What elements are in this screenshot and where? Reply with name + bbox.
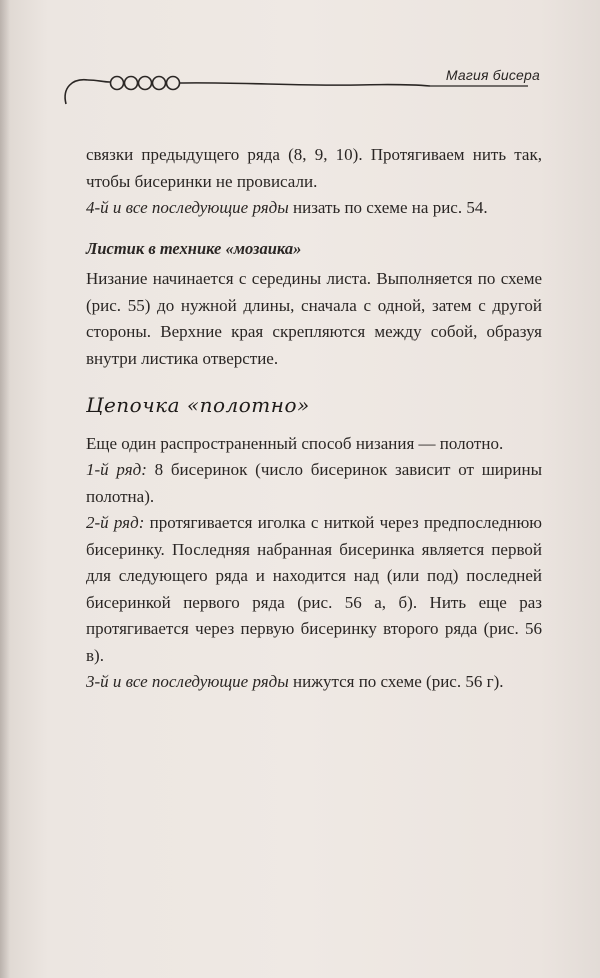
- page-edge-shadow: [0, 0, 10, 978]
- paragraph-continuation: [86, 142, 542, 195]
- paragraph-row-1: [86, 457, 542, 510]
- paragraph-text: протягивается иголка с ниткой через предпоследнюю бисеринку. Последняя набранная бисеринка является первой для следующего ряда и находится над (или под) последней бисеринкой первого ряда (рис. 56 а, б). Нить еще раз протягивается через первую бисеринку второго ряда (рис. 56 в).: [86, 513, 542, 665]
- page-body: [86, 142, 542, 696]
- paragraph-text: Низание начинается с середины листа. Выполняется по схеме (рис. 55) до нужной длины, сначала с одной, затем с другой стороны. Верхние края скрепляются между собой, образуя внутри листика отверстие.: [86, 269, 542, 368]
- row-label: 3-й и все последующие ряды: [86, 672, 289, 691]
- paragraph-intro: [86, 431, 542, 458]
- paragraph-row-3: [86, 669, 542, 696]
- paragraph-text: связки предыдущего ряда (8, 9, 10). Протягиваем нить так, чтобы бисеринки не провисали.: [86, 145, 542, 191]
- subheading-mosaic-leaf: Листик в технике «мозаика»: [86, 238, 302, 258]
- paragraph-row-2: [86, 510, 542, 669]
- paragraph-mosaic: [86, 266, 542, 372]
- paragraph-text: нижутся по схеме (рис. 56 г).: [288, 672, 504, 691]
- row-label: 2-й ряд:: [86, 513, 145, 532]
- paragraph-text: 8 бисеринок (число бисеринок зависит от ширины полотна).: [86, 460, 542, 506]
- paragraph-rows-4: [86, 195, 542, 222]
- row-label: 4-й и все последующие ряды: [86, 198, 289, 217]
- paragraph-text: низать по схеме на рис. 54.: [288, 198, 488, 217]
- section-title: Цепочка «полотно»: [86, 393, 310, 417]
- paragraph-text: Еще один распространенный способ низания — полотно.: [86, 433, 504, 453]
- running-head: Магия бисера: [445, 67, 540, 83]
- row-label: 1-й ряд:: [86, 460, 147, 479]
